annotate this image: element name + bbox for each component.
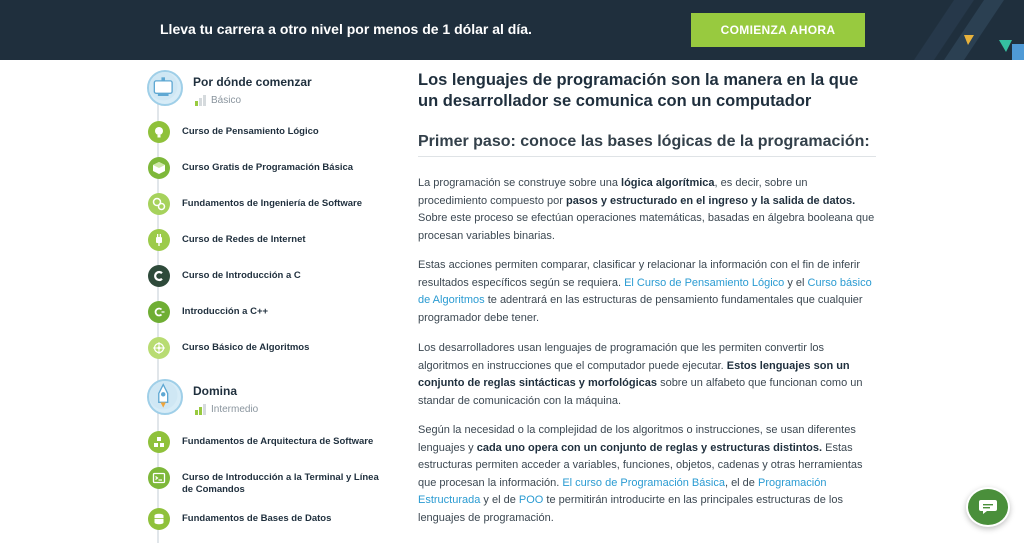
algorithm-icon (148, 337, 170, 359)
cube-icon (148, 157, 170, 179)
course-title: Curso de Introducción a la Terminal y Línea de Comandos (182, 472, 379, 495)
level-title: Domina (193, 384, 238, 398)
beginner-level-icon (147, 70, 183, 106)
banner-decoration (894, 0, 1024, 60)
course-title: Curso de Introducción a C (182, 270, 301, 281)
course-item-arquitectura-software[interactable] (145, 431, 390, 461)
level-label: Básico (211, 95, 242, 106)
article-subtitle: Primer paso: conoce las bases lógicas de la programación: (418, 133, 870, 150)
course-item-introduccion-c[interactable] (145, 265, 390, 295)
course-item-pensamiento-logico[interactable] (145, 121, 390, 151)
course-title: Curso de Redes de Internet (182, 234, 306, 245)
course-item-introduccion-cpp[interactable] (145, 301, 390, 331)
learning-route-sidebar (145, 60, 390, 543)
course-title: Curso Básico de Algoritmos (182, 342, 310, 353)
bold-text: Estos lenguajes son un conjunto de reglas sintácticas y morfológicas (418, 359, 850, 389)
cpp-language-icon (148, 301, 170, 323)
intermediate-level-icon (147, 379, 183, 415)
paragraph-4: Según la necesidad o la complejidad de los algoritmos o instrucciones, se usan diferentes lenguajes y cada uno opera con un conjunto de reglas y estructuras distintos. Estas estructuras permiten acceder a variables, funciones, objetos, cadenas y otras herramientas que procesan la información. El curso de Programación Básica, el de Programación Estructurada y el de POO te permitirán introducirte en las principales estructuras de los lenguajes de programación. (418, 424, 863, 524)
course-link[interactable]: POO (518, 494, 544, 506)
route-level-intermediate[interactable] (145, 379, 390, 419)
top-banner (0, 0, 1024, 60)
course-title: Fundamentos de Bases de Datos (182, 513, 332, 524)
start-now-button[interactable]: COMIENZA AHORA (691, 13, 865, 47)
plug-icon (148, 229, 170, 251)
course-item-programacion-basica[interactable] (145, 157, 390, 187)
route-level-basic[interactable] (145, 70, 390, 110)
gears-icon (148, 193, 170, 215)
paragraph-3: Los desarrolladores usan lenguajes de programación que les permiten convertir los algoritmos en instrucciones que el computador puede ejecutar. Estos lenguajes son un conjunto de reglas sintácticas y morfológicas sobre un alfabeto que funcionan como un standar de comunicación con la máquina. (418, 342, 863, 407)
course-item-algoritmos[interactable] (145, 337, 390, 367)
course-item-terminal[interactable] (145, 467, 390, 497)
article-title: Los lenguajes de programación son la manera en la que un desarrollador se comunica con un computador (418, 71, 859, 110)
bold-text: lógica algorítmica (621, 177, 715, 189)
lightbulb-icon (148, 121, 170, 143)
course-link[interactable]: El Curso de Pensamiento Lógico (624, 276, 785, 289)
level-label: Intermedio (211, 404, 259, 415)
course-item-bases-datos[interactable] (145, 508, 390, 538)
course-title: Introducción a C++ (182, 306, 269, 317)
course-title: Fundamentos de Arquitectura de Software (182, 436, 374, 447)
paragraph-1: La programación se construye sobre una lógica algorítmica, es decir, sobre un procedimiento compuesto por pasos y estructurado en el ingreso y la salida de datos. Sobre este proceso se efectúan operaciones matemáticas, basadas en álgebra booleana que procesan variables binarias. (418, 177, 875, 242)
database-icon (148, 508, 170, 530)
course-item-ingenieria-software[interactable] (145, 193, 390, 223)
banner-message: Lleva tu carrera a otro nivel por menos de 1 dólar al día. (160, 21, 532, 37)
course-link[interactable]: El curso de Programación Básica (562, 476, 725, 489)
course-title: Fundamentos de Ingeniería de Software (182, 198, 363, 209)
subtitle-divider (418, 156, 876, 157)
course-link[interactable]: Programación Estructurada (418, 476, 827, 506)
course-title: Curso Gratis de Programación Básica (182, 162, 354, 173)
course-item-redes-internet[interactable] (145, 229, 390, 259)
level-bars-icon (195, 404, 206, 415)
level-bars-icon (195, 95, 206, 106)
course-link[interactable]: Curso básico de Algoritmos (418, 276, 872, 306)
bold-text: pasos y estructurado en el ingreso y la salida de datos. (565, 194, 856, 207)
course-title: Curso de Pensamiento Lógico (182, 126, 319, 137)
architecture-icon (148, 431, 170, 453)
paragraph-2: Estas acciones permiten comparar, clasificar y relacionar la información con el fin de inferir resultados específicos según se requiera. El Curso de Pensamiento Lógico y el Curso básico de Algoritmos te adentrará en las estructuras de pensamiento fundamentales que cualquier programador debe tener. (418, 259, 872, 324)
chat-button[interactable] (966, 487, 1010, 527)
terminal-icon (148, 467, 170, 489)
chat-bubble-icon (978, 498, 998, 516)
bold-text: cada uno opera con un conjunto de reglas y estructuras distintos. (476, 441, 823, 454)
c-language-icon (148, 265, 170, 287)
level-title: Por dónde comenzar (193, 75, 312, 89)
